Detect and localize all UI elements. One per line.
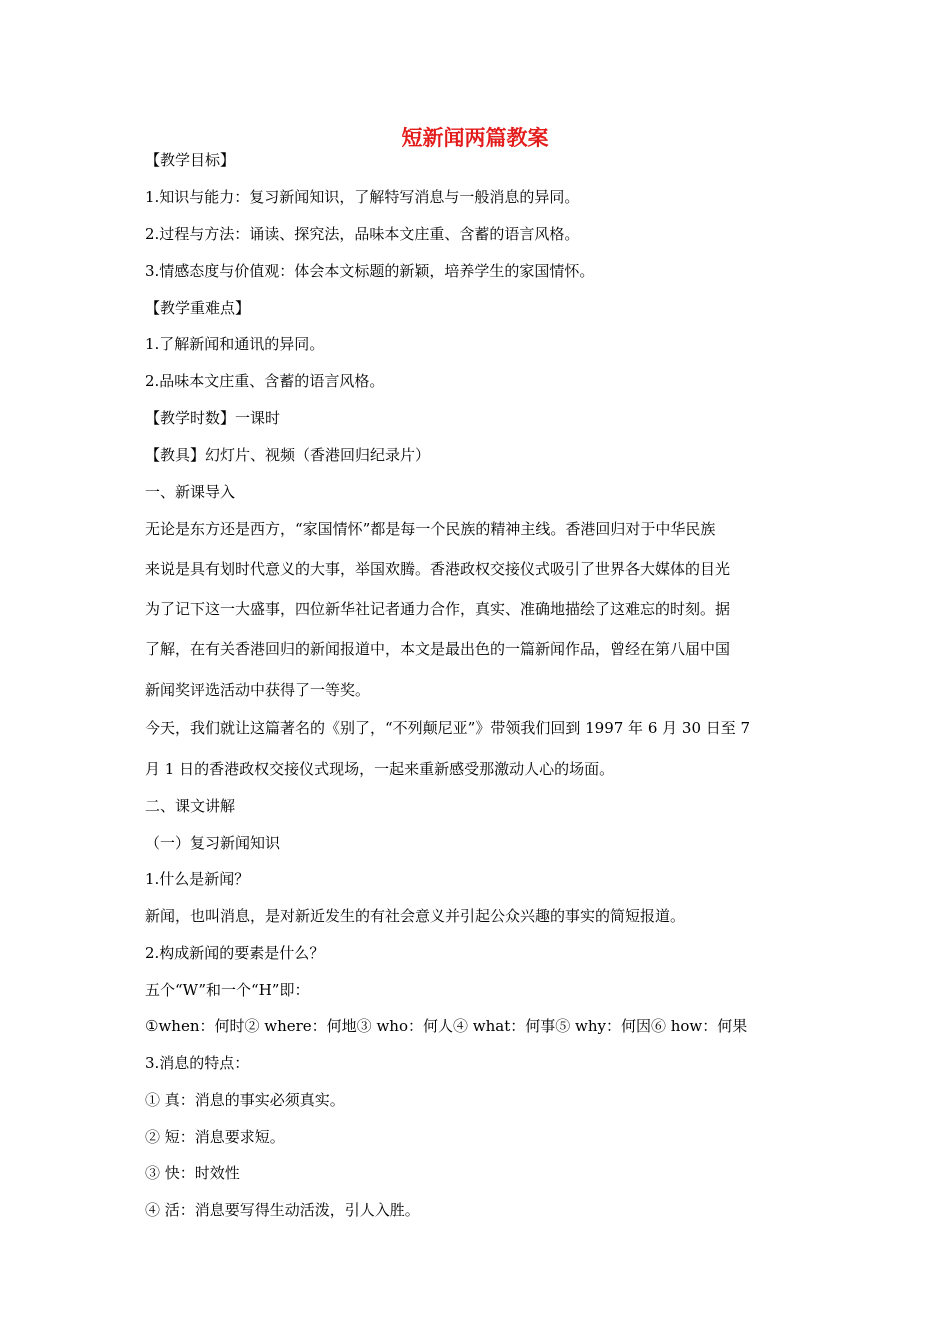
goals-heading: 【教学目标】 — [145, 151, 236, 169]
feature-1: ① 真：消息的事实必须真实。 — [145, 1091, 345, 1109]
question-3: 3.消息的特点： — [145, 1054, 250, 1072]
document-title: 短新闻两篇教案 — [401, 126, 549, 150]
answer-2-list: ①when：何时② where：何地③ who：何人④ what：何事⑤ why：何因⑥ how：何果 — [145, 1017, 748, 1035]
feature-3: ③ 快：时效性 — [145, 1164, 240, 1182]
intro-paragraph-line: 来说是具有划时代意义的大事，举国欢腾。香港政权交接仪式吸引了世界各大媒体的目光 — [145, 560, 731, 578]
feature-2: ② 短：消息要求短。 — [145, 1128, 285, 1146]
goal-item-2: 2.过程与方法：诵读、探究法，品味本文庄重、含蓄的语言风格。 — [145, 225, 580, 243]
teaching-tools: 【教具】幻灯片、视频（香港回归纪录片） — [145, 446, 431, 464]
part-one-heading: 一、新课导入 — [145, 483, 236, 501]
intro-paragraph-2-line: 月 1 日的香港政权交接仪式现场，一起来重新感受那激动人心的场面。 — [145, 760, 615, 778]
intro-paragraph-line: 新闻奖评选活动中获得了一等奖。 — [145, 681, 371, 699]
key-points-heading: 【教学重难点】 — [145, 299, 251, 317]
intro-paragraph-line: 为了记下这一大盛事，四位新华社记者通力合作，真实、准确地描绘了这难忘的时刻。据 — [145, 600, 731, 618]
feature-4: ④ 活：消息要写得生动活泼，引人入胜。 — [145, 1201, 420, 1219]
answer-2: 五个“W”和一个“H”即： — [145, 981, 310, 999]
subsection-heading: （一）复习新闻知识 — [145, 834, 281, 852]
answer-1: 新闻，也叫消息，是对新近发生的有社会意义并引起公众兴趣的事实的简短报道。 — [145, 907, 686, 925]
intro-paragraph-line: 无论是东方还是西方，“家国情怀”都是每一个民族的精神主线。香港回归对于中华民族 — [145, 520, 716, 538]
part-two-heading: 二、课文讲解 — [145, 797, 236, 815]
key-point-2: 2.品味本文庄重、含蓄的语言风格。 — [145, 372, 385, 390]
key-point-1: 1.了解新闻和通讯的异同。 — [145, 335, 325, 353]
class-hours: 【教学时数】一课时 — [145, 409, 281, 427]
intro-paragraph-2-line: 今天，我们就让这篇著名的《别了，“不列颠尼亚”》带领我们回到 1997 年 6 月 30 日至 7 — [145, 719, 751, 737]
goal-item-3: 3.情感态度与价值观：体会本文标题的新颖，培养学生的家国情怀。 — [145, 262, 595, 280]
question-1: 1.什么是新闻？ — [145, 870, 250, 888]
intro-paragraph-line: 了解，在有关香港回归的新闻报道中，本文是最出色的一篇新闻作品，曾经在第八届中国 — [145, 640, 731, 658]
goal-item-1: 1.知识与能力：复习新闻知识，了解特写消息与一般消息的异同。 — [145, 188, 580, 206]
question-2: 2.构成新闻的要素是什么？ — [145, 944, 325, 962]
